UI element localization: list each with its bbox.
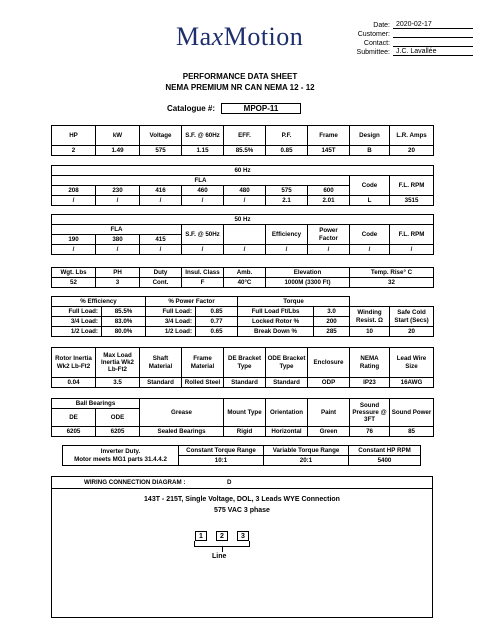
efficiency-header: % Efficiency — [52, 297, 146, 307]
hz50-rpm-header: F.L. RPM — [390, 225, 434, 245]
ambient-value: 40°C — [224, 278, 266, 288]
line-label: Line — [212, 553, 227, 560]
de-bracket-header: DE Bracket Type — [224, 348, 266, 378]
phase-header: PH — [96, 268, 140, 278]
ball-bearings-header: Ball Bearings — [52, 399, 140, 409]
hz60-volt: 460 — [182, 186, 224, 196]
submittee-value: J.C. Lavallée — [393, 48, 473, 56]
ode-bracket-header: ODE Bracket Type — [266, 348, 308, 378]
rotor-inertia-value: 0.04 — [52, 378, 96, 388]
variable-torque-header: Variable Torque Range — [264, 446, 349, 456]
pf-load-label: 1/2 Load: — [146, 327, 196, 337]
hz60-volt: 600 — [308, 186, 350, 196]
date-value: 2020-02-17 — [393, 21, 473, 29]
de-header: DE — [52, 409, 96, 427]
hz60-title: 60 Hz — [52, 166, 434, 176]
hz60-volt: 230 — [96, 186, 140, 196]
torque-value: 285 — [314, 327, 350, 337]
eff-load-label: 1/2 Load: — [52, 327, 102, 337]
catalogue-row — [167, 103, 301, 114]
bearings-table — [51, 398, 434, 437]
performance-table — [51, 296, 434, 337]
hz60-code-value: L — [350, 196, 390, 206]
hz50-volt: 415 — [140, 235, 182, 245]
hz50-blank-value: / — [224, 245, 266, 255]
lead-wire-value: 16AWG — [390, 378, 434, 388]
lead-wire-header: Lead Wire Size — [390, 348, 434, 378]
hz50-title: 50 Hz — [52, 215, 434, 225]
hz60-amp: / — [224, 196, 266, 206]
hz50-blank — [224, 225, 266, 245]
design-header: Design — [350, 126, 390, 146]
orientation-value: Horizontal — [266, 427, 308, 437]
constant-hp-header: Constant HP RPM — [349, 446, 421, 456]
sf60-value: 1.15 — [182, 146, 224, 156]
pf-header: P.F. — [266, 126, 308, 146]
shaft-material-header: Shaft Material — [140, 348, 182, 378]
temp-rise-value: 32 — [350, 278, 434, 288]
max-load-inertia-value: 3.5 — [96, 378, 140, 388]
contact-value — [393, 46, 473, 47]
mount-type-value: Rigid — [224, 427, 266, 437]
elevation-value: 1000M (3300 Ft) — [266, 278, 350, 288]
general-table — [51, 267, 434, 288]
orientation-header: Orientation — [266, 399, 308, 427]
hz50-volt: 380 — [96, 235, 140, 245]
wiring-code: D — [227, 479, 232, 486]
terminal-box: 1 — [195, 531, 207, 541]
mount-type-header: Mount Type — [224, 399, 266, 427]
hz50-rpm-value: / — [390, 245, 434, 255]
eff-load-value: 83.0% — [102, 317, 146, 327]
hz50-amp: / — [96, 245, 140, 255]
hz60-rpm-header: F.L. RPM — [390, 176, 434, 196]
constant-hp-value: 5400 — [349, 456, 421, 466]
hz60-amp: / — [140, 196, 182, 206]
eff-value: 85.5% — [224, 146, 266, 156]
max-load-inertia-header: Max Load Inertia Wk2 Lb-Ft2 — [96, 348, 140, 378]
hz50-table — [51, 214, 434, 255]
paint-header: Paint — [308, 399, 350, 427]
lr-amps-value: 20 — [390, 146, 434, 156]
mg1-note: Motor meets MG1 parts 31.4.4.2 — [74, 455, 167, 463]
hz60-volt: 575 — [266, 186, 308, 196]
pf-load-label: Full Load: — [146, 307, 196, 317]
sound-power-header: Sound Power — [390, 399, 434, 427]
frame-material-header: Frame Material — [182, 348, 224, 378]
enclosure-header: Enclosure — [308, 348, 350, 378]
kw-value: 1.49 — [96, 146, 140, 156]
wiring-diagram — [51, 476, 433, 618]
ode-bearing-value: 6205 — [96, 427, 140, 437]
torque-value: 3.0 — [314, 307, 350, 317]
shaft-material-value: Standard — [140, 378, 182, 388]
eff-load-value: 85.5% — [102, 307, 146, 317]
sound-pressure-header: Sound Pressure @ 3FT — [350, 399, 390, 427]
power-factor-header: % Power Factor — [146, 297, 238, 307]
frame-material-value: Rolled Steel — [182, 378, 224, 388]
hz60-code-header: Code — [350, 176, 390, 196]
torque-label: Locked Rotor % — [238, 317, 314, 327]
hz60-fla-header: FLA — [52, 176, 350, 186]
torque-label: Break Down % — [238, 327, 314, 337]
hz50-volt: 190 — [52, 235, 96, 245]
torque-label: Full Load Ft/Lbs — [238, 307, 314, 317]
pf-value: 0.85 — [266, 146, 308, 156]
grease-value: Sealed Bearings — [140, 427, 224, 437]
hz60-amp: / — [52, 196, 96, 206]
eff-load-value: 80.0% — [102, 327, 146, 337]
hz60-amp: / — [96, 196, 140, 206]
pf-load-label: 3/4 Load: — [146, 317, 196, 327]
ode-bracket-value: Standard — [266, 378, 308, 388]
insul-class-value: F — [182, 278, 224, 288]
wiring-label: WIRING CONNECTION DIAGRAM : — [84, 479, 186, 486]
rotor-inertia-header: Rotor Inertia Wk2 Lb-Ft2 — [52, 348, 96, 378]
de-bracket-value: Standard — [224, 378, 266, 388]
document-meta — [343, 20, 473, 56]
hz50-amp: / — [140, 245, 182, 255]
ambient-header: Amb. — [224, 268, 266, 278]
line-bracket-stem — [222, 547, 223, 552]
date-label: Date: — [373, 22, 390, 29]
sf50-value: / — [182, 245, 224, 255]
mechanical-table — [51, 347, 434, 388]
page-subtitle: NEMA PREMIUM NR CAN NEMA 12 - 12 — [165, 83, 315, 92]
hz60-rpm-value: 3515 — [390, 196, 434, 206]
insul-class-header: Insul. Class — [182, 268, 224, 278]
eff-load-label: 3/4 Load: — [52, 317, 102, 327]
hz60-table — [51, 165, 434, 206]
hz50-fla-header: FLA — [52, 225, 182, 235]
duty-value: Cont. — [140, 278, 182, 288]
sf60-header: S.F. @ 60Hz — [182, 126, 224, 146]
temp-rise-header: Temp. Rise° C — [350, 268, 434, 278]
contact-label: Contact: — [363, 40, 390, 47]
hz50-pf-header: Power Factor — [308, 225, 350, 245]
frame-header: Frame — [308, 126, 350, 146]
safe-cold-start-value: 20 — [390, 327, 434, 337]
hz50-pf-value: / — [308, 245, 350, 255]
maxmotion-logo: MaxMotion — [176, 22, 304, 51]
paint-value: Green — [308, 427, 350, 437]
eff-header: EFF. — [224, 126, 266, 146]
nema-rating-value: IP23 — [350, 378, 390, 388]
de-bearing-value: 6205 — [52, 427, 96, 437]
pf-load-value: 0.85 — [196, 307, 238, 317]
torque-header: Torque — [238, 297, 350, 307]
sound-pressure-value: 76 — [350, 427, 390, 437]
wiring-voltage: 575 VAC 3 phase — [214, 507, 270, 514]
constant-torque-header: Constant Torque Range — [179, 446, 264, 456]
terminal-box: 3 — [237, 531, 249, 541]
elevation-header: Elevation — [266, 268, 350, 278]
grease-header: Grease — [140, 399, 224, 427]
sf50-header: S.F. @ 50Hz — [182, 225, 224, 245]
ode-header: ODE — [96, 409, 140, 427]
torque-value: 200 — [314, 317, 350, 327]
safe-cold-start-header: Safe Cold Start (Secs) — [390, 307, 434, 327]
pf-load-value: 0.77 — [196, 317, 238, 327]
hz50-eff-value: / — [266, 245, 308, 255]
inverter-duty-note — [63, 446, 179, 466]
frame-value: 145T — [308, 146, 350, 156]
sound-power-value: 85 — [390, 427, 434, 437]
duty-header: Duty — [140, 268, 182, 278]
hp-value: 2 — [52, 146, 96, 156]
weight-value: 52 — [52, 278, 96, 288]
customer-value — [393, 37, 473, 38]
nema-rating-header: NEMA Rating — [350, 348, 390, 378]
inverter-table — [62, 445, 421, 466]
inverter-duty-label: Inverter Duty. — [100, 448, 141, 456]
hz60-volt: 480 — [224, 186, 266, 196]
variable-torque-value: 20:1 — [264, 456, 349, 466]
design-value: B — [350, 146, 390, 156]
hz50-amp: / — [52, 245, 96, 255]
hp-header: HP — [52, 126, 96, 146]
wiring-header — [52, 477, 432, 489]
hz60-volt: 208 — [52, 186, 96, 196]
winding-resist-value: 10 — [350, 327, 390, 337]
phase-value: 3 — [96, 278, 140, 288]
hz60-amp: / — [182, 196, 224, 206]
hz50-code-header: Code — [350, 225, 390, 245]
voltage-header: Voltage — [140, 126, 182, 146]
catalogue-value: MPOP-11 — [221, 103, 301, 114]
ratings-table — [51, 125, 434, 156]
terminal-box: 2 — [216, 531, 228, 541]
catalogue-label: Catalogue #: — [167, 104, 216, 113]
voltage-value: 575 — [140, 146, 182, 156]
enclosure-value: ODP — [308, 378, 350, 388]
eff-load-label: Full Load: — [52, 307, 102, 317]
wiring-description: 143T - 215T, Single Voltage, DOL, 3 Leads WYE Connection — [144, 496, 340, 503]
pf-load-value: 0.65 — [196, 327, 238, 337]
weight-header: Wgt. Lbs — [52, 268, 96, 278]
hz60-volt: 416 — [140, 186, 182, 196]
hz60-amp: 2.1 — [266, 196, 308, 206]
page-title: PERFORMANCE DATA SHEET — [182, 72, 298, 81]
submittee-label: Submittee: — [356, 49, 390, 56]
kw-header: kW — [96, 126, 140, 146]
customer-label: Customer: — [357, 31, 390, 38]
hz50-code-value: / — [350, 245, 390, 255]
hz50-eff-header: Efficiency — [266, 225, 308, 245]
hz60-amp: 2.01 — [308, 196, 350, 206]
lr-amps-header: L.R. Amps — [390, 126, 434, 146]
winding-resist-header: Winding Resist. Ω — [350, 307, 390, 327]
constant-torque-value: 10:1 — [179, 456, 264, 466]
